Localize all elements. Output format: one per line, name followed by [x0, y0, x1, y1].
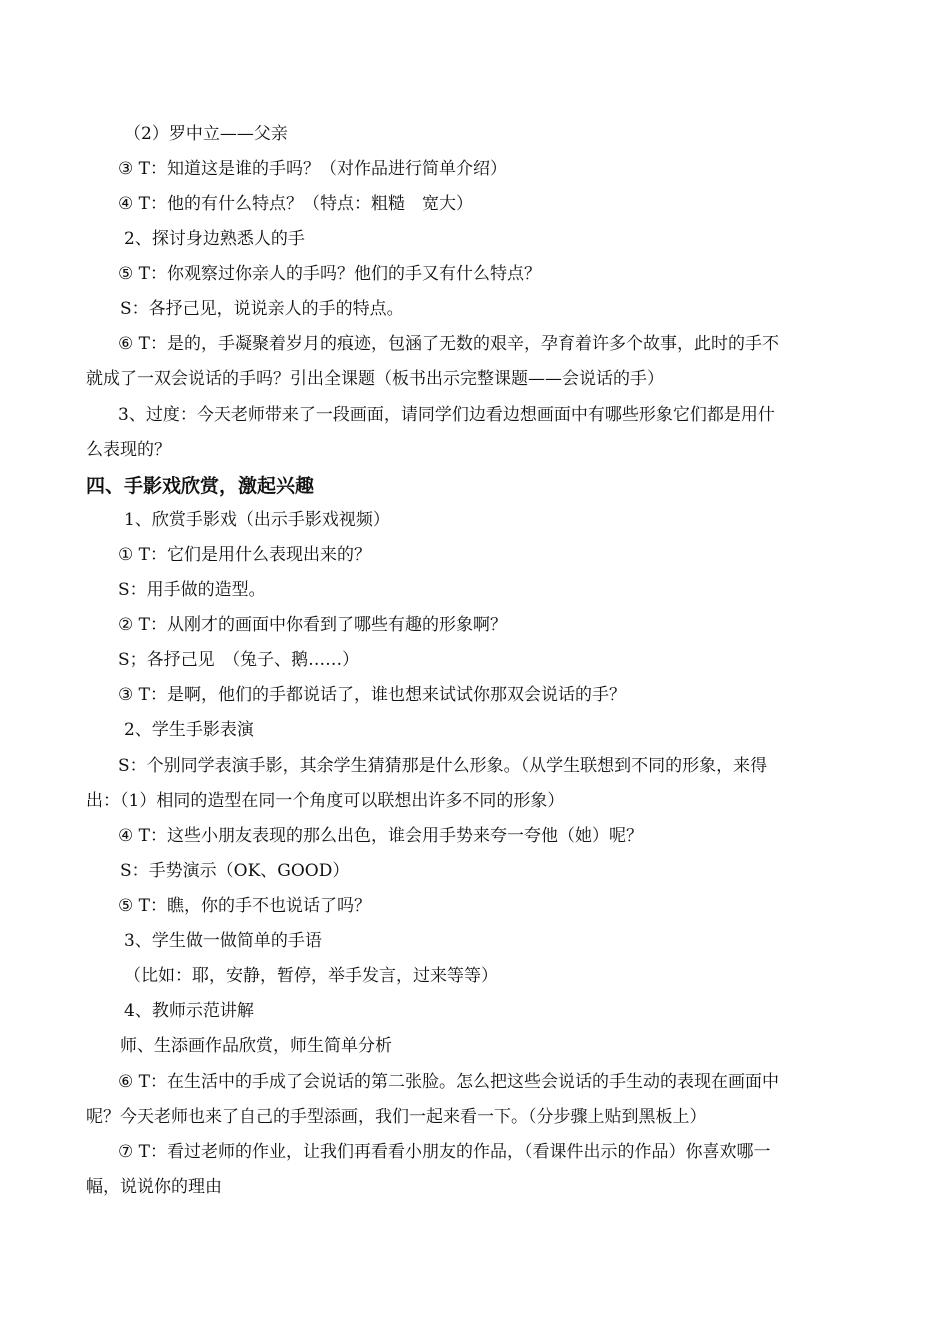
text-line-s-rabbit-goose: S；各抒己见 （兔子、鹅……） — [118, 650, 360, 670]
text-line-q4-features: ④ T：他的有什么特点？（特点：粗糙 宽大） — [118, 194, 473, 214]
text-line-q5-look: ⑤ T：瞧，你的手不也说话了吗？ — [118, 896, 371, 916]
text-line-q4-praise: ④ T：这些小朋友表现的那么出色，谁会用手势来夸一夸他（她）呢？ — [118, 826, 643, 846]
text-line-s-individual-part1: S：个别同学表演手影，其余学生猜猜那是什么形象。（从学生联想到不同的形象，来得 — [118, 756, 768, 776]
text-line-s-hand-shape: S：用手做的造型。 — [118, 580, 266, 600]
text-line-transition-part1: 3、过度：今天老师带来了一段画面，请同学们边看边想画面中有哪些形象它们都是用什 — [118, 405, 775, 425]
text-line-teacher-demo: 4、教师示范讲解 — [124, 1001, 254, 1021]
text-line-student-perform: 2、学生手影表演 — [124, 720, 254, 740]
section-heading-shadow-play: 四、手影戏欣赏，激起兴趣 — [86, 475, 315, 497]
text-line-q7-works-part2: 幅，说说你的理由 — [86, 1177, 222, 1197]
text-line-q7-works-part1: ⑦ T：看过老师的作业，让我们再看看小朋友的作品，（看课件出示的作品）你喜欢哪一 — [118, 1142, 771, 1162]
text-line-s-gesture: S：手势演示（OK、GOOD） — [120, 861, 350, 881]
text-line-q1-how: ① T：它们是用什么表现出来的？ — [118, 545, 371, 565]
text-line-s-opinions: S：各抒己见，说说亲人的手的特点。 — [120, 299, 404, 319]
text-line-transition-part2: 么表现的？ — [86, 440, 171, 460]
text-line-q6-second-face-part1: ⑥ T：在生活中的手成了会说话的第二张脸。怎么把这些会说话的手生动的表现在画面中 — [118, 1072, 779, 1092]
text-line-appreciate-shadow: 1、欣赏手影戏（出示手影戏视频） — [124, 510, 390, 530]
text-line-q3-try: ③ T：是啊，他们的手都说话了，谁也想来试试你那双会说话的手？ — [118, 685, 626, 705]
text-line-examples: （比如：耶，安静，暂停，举手发言，过来等等） — [124, 966, 498, 986]
text-line-works-appreciation: 师、生添画作品欣赏，师生简单分析 — [120, 1036, 392, 1056]
text-line-q6-second-face-part2: 呢？今天老师也来了自己的手型添画，我们一起来看一下。（分步骤上贴到黑板上） — [86, 1107, 707, 1127]
text-line-q2-images: ② T：从刚才的画面中你看到了哪些有趣的形象啊？ — [118, 615, 507, 635]
text-line-luozhongli: （2）罗中立——父亲 — [124, 124, 288, 144]
text-line-s-individual-part2: 出：（1）相同的造型在同一个角度可以联想出许多不同的形象） — [86, 791, 565, 811]
text-line-sign-language: 3、学生做一做简单的手语 — [124, 931, 322, 951]
text-line-q6-part1: ⑥ T：是的，手凝聚着岁月的痕迹，包涵了无数的艰辛，孕育着许多个故事，此时的手不 — [118, 334, 779, 354]
text-line-q6-part2: 就成了一双会说话的手吗？引出全课题（板书出示完整课题——会说话的手） — [86, 369, 664, 389]
text-line-explore-hands: 2、探讨身边熟悉人的手 — [124, 229, 305, 249]
text-line-q3-whose-hand: ③ T：知道这是谁的手吗？（对作品进行简单介绍） — [118, 159, 507, 179]
text-line-q5-observe: ⑤ T：你观察过你亲人的手吗？他们的手又有什么特点？ — [118, 264, 541, 284]
